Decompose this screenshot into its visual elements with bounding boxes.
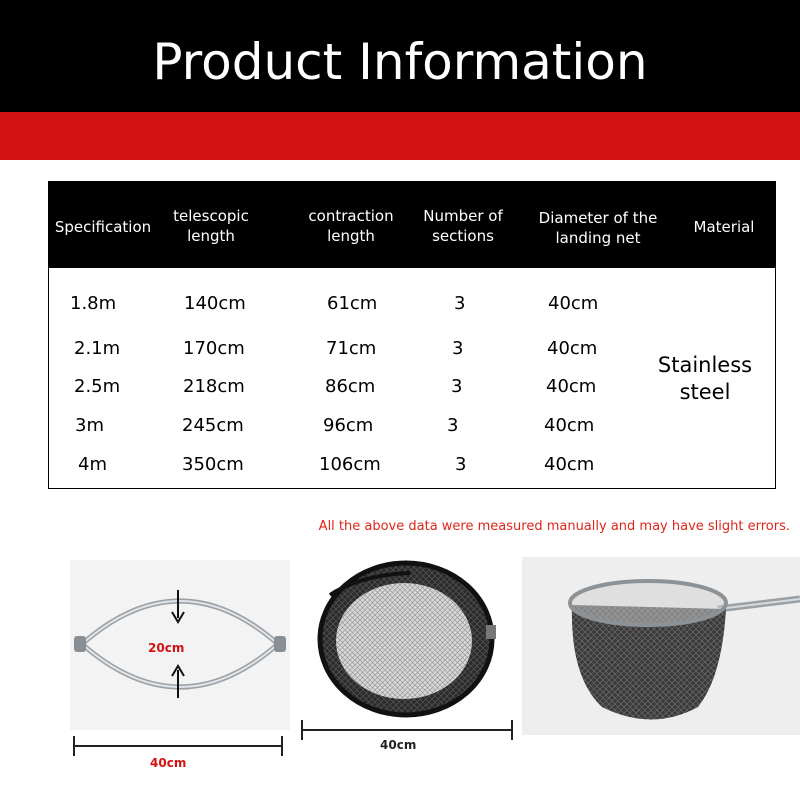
page-title: Product Information bbox=[152, 33, 648, 91]
cell-telescopic: 218cm bbox=[183, 376, 245, 397]
cell-spec: 3m bbox=[75, 415, 104, 436]
net-with-handle-photo bbox=[522, 557, 800, 735]
cell-sections: 3 bbox=[451, 376, 463, 397]
cell-telescopic: 350cm bbox=[182, 454, 244, 475]
cell-contraction: 71cm bbox=[326, 338, 377, 359]
hoop-frame-drawing bbox=[70, 560, 290, 776]
cell-telescopic: 140cm bbox=[184, 293, 246, 314]
cell-spec: 1.8m bbox=[70, 293, 117, 314]
cell-contraction: 106cm bbox=[319, 454, 381, 475]
net-with-handle-drawing bbox=[522, 557, 800, 735]
col-header-number-of-sections: Number of sections bbox=[423, 207, 503, 245]
net-top-view-photo bbox=[300, 555, 518, 760]
cell-diameter: 40cm bbox=[546, 376, 597, 397]
col-header-material: Material bbox=[693, 218, 755, 236]
cell-sections: 3 bbox=[455, 454, 467, 475]
cell-diameter: 40cm bbox=[548, 293, 599, 314]
cell-contraction: 61cm bbox=[327, 293, 378, 314]
cell-sections: 3 bbox=[454, 293, 466, 314]
spec-table bbox=[48, 181, 776, 489]
cell-material: Stainless steel bbox=[657, 353, 753, 404]
measurement-note: All the above data were measured manually and may have slight errors. bbox=[318, 519, 790, 534]
header-band-red bbox=[0, 112, 800, 160]
cell-contraction: 96cm bbox=[323, 415, 374, 436]
width-dimension-label: 40cm bbox=[150, 756, 187, 770]
cell-telescopic: 245cm bbox=[182, 415, 244, 436]
table-header bbox=[49, 182, 775, 268]
cell-contraction: 86cm bbox=[325, 376, 376, 397]
cell-spec: 2.1m bbox=[74, 338, 121, 359]
cell-diameter: 40cm bbox=[544, 415, 595, 436]
col-header-contraction-length: contraction length bbox=[308, 207, 394, 245]
col-header-telescopic-length: telescopic length bbox=[173, 207, 249, 245]
cell-sections: 3 bbox=[447, 415, 459, 436]
cell-spec: 2.5m bbox=[74, 376, 121, 397]
height-dimension-label: 20cm bbox=[148, 641, 185, 655]
cell-telescopic: 170cm bbox=[183, 338, 245, 359]
net-top-view-drawing bbox=[300, 555, 518, 760]
hoop-frame-photo bbox=[70, 560, 290, 776]
cell-diameter: 40cm bbox=[547, 338, 598, 359]
cell-diameter: 40cm bbox=[544, 454, 595, 475]
col-header-specification: Specification bbox=[54, 218, 152, 236]
net-width-dimension-label: 40cm bbox=[380, 738, 417, 752]
cell-sections: 3 bbox=[452, 338, 464, 359]
cell-spec: 4m bbox=[78, 454, 107, 475]
col-header-diameter: Diameter of the landing net bbox=[538, 209, 658, 247]
